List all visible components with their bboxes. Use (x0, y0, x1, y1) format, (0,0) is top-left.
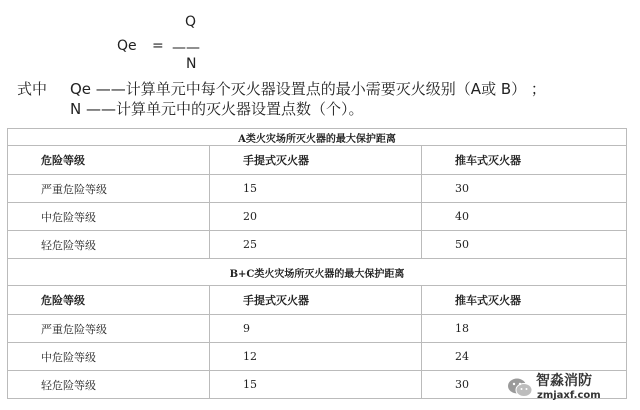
column-header: 推车式灭火器 (422, 286, 627, 315)
table-row (8, 315, 627, 343)
definition-lead: 式中 (17, 80, 48, 98)
definition-n-text: N ——计算单元中的灭火器设置点数（个）。 (70, 100, 364, 118)
formula-equals: = (152, 38, 164, 54)
formula-numerator: Q (185, 14, 197, 30)
column-header: 危险等级 (8, 286, 210, 315)
table-cell: 25 (210, 231, 422, 259)
table-cell: 严重危险等级 (8, 175, 210, 203)
table-row (8, 175, 627, 203)
table-cell: 9 (210, 315, 422, 343)
table-a-caption: A类火灾场所灭火器的最大保护距离 (8, 129, 627, 146)
table-cell: 12 (210, 343, 422, 371)
table-cell: 轻危险等级 (8, 371, 210, 399)
table-cell: 40 (422, 203, 627, 231)
table-cell: 50 (422, 231, 627, 259)
table-cell: 24 (422, 343, 627, 371)
column-header: 危险等级 (8, 146, 210, 175)
watermark-name: 智淼消防 (536, 373, 592, 389)
table-header-row (8, 286, 627, 315)
table-row (8, 343, 627, 371)
column-header: 手提式灭火器 (210, 146, 422, 175)
table-cell: 轻危险等级 (8, 231, 210, 259)
table-cell: 15 (210, 371, 422, 399)
table-cell: 中危险等级 (8, 343, 210, 371)
definition-n (70, 98, 364, 119)
table-row (8, 203, 627, 231)
formula-lhs: Qe (117, 38, 137, 54)
protection-distance-table (7, 128, 627, 399)
table-cell: 30 (422, 371, 627, 399)
table-cell: 30 (422, 175, 627, 203)
table-cell: 15 (210, 175, 422, 203)
table-cell: 严重危险等级 (8, 315, 210, 343)
watermark-url: zmjaxf.com (537, 390, 601, 401)
table-cell: 中危险等级 (8, 203, 210, 231)
definition-qe (17, 78, 546, 99)
wechat-icon (506, 374, 534, 402)
definition-qe-text: Qe ——计算单元中每个灭火器设置点的最小需要灭火级别（A或 B） ； (70, 80, 546, 98)
table-cell: 20 (210, 203, 422, 231)
watermark (506, 371, 636, 407)
table-cell: 18 (422, 315, 627, 343)
table-row (8, 231, 627, 259)
column-header: 推车式灭火器 (422, 146, 627, 175)
formula-fraction-bar: —— (172, 40, 200, 56)
formula-denominator: N (186, 56, 197, 72)
table-header-row (8, 146, 627, 175)
column-header: 手提式灭火器 (210, 286, 422, 315)
table-bc-caption: B+C类火灾场所灭火器的最大保护距离 (8, 259, 627, 286)
